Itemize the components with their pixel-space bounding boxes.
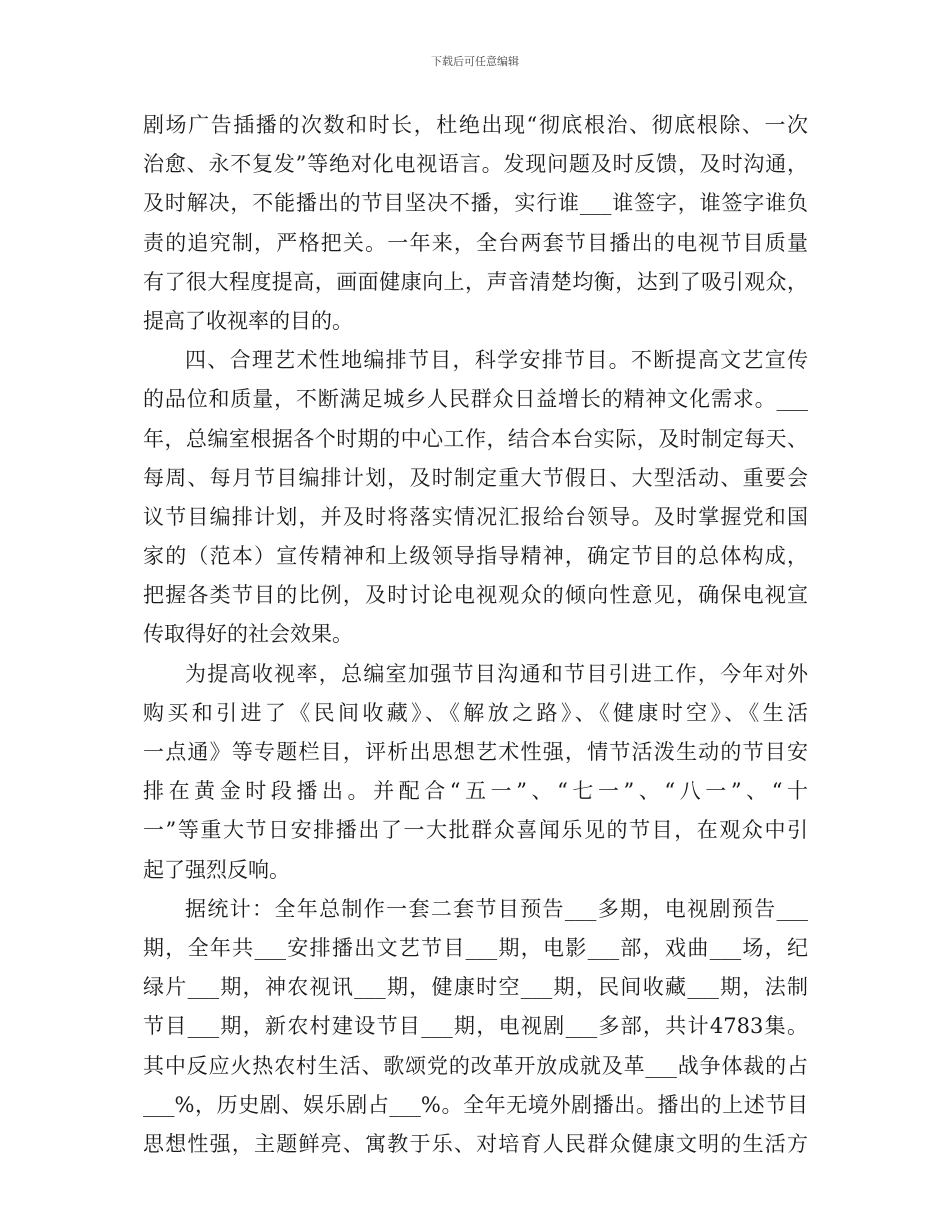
text-line: 一点通》等专题栏目，评析出思想艺术性强，情节活泼生动的节目安 <box>143 740 808 764</box>
text-line: 期，全年共___安排播出文艺节目___期，电影___部，戏曲___场，纪 <box>143 935 808 960</box>
text-line: 思想性强，主题鲜亮、寓教于乐、对培育人民群众健康文明的生活方 <box>143 1131 808 1156</box>
text-line: 议节目编排计划，并及时将落实情况汇报给台领导。及时掌握党和国 <box>143 504 808 529</box>
text-line: 起了强烈反响。 <box>143 857 290 882</box>
text-line: 治愈、永不复发”等绝对化电视语言。发现问题及时反馈，及时沟通， <box>143 152 808 177</box>
page-header: 下载后可任意编辑 <box>431 55 519 68</box>
paragraph-first-line: 为提高收视率，总编室加强节目沟通和节目引进工作，今年对外 <box>185 661 808 686</box>
text-line: 有了很大程度提高，画面健康向上，声音清楚均衡，达到了吸引观众， <box>143 269 808 294</box>
text-line: 的品位和质量，不断满足城乡人民群众日益增长的精神文化需求。___ <box>143 387 808 412</box>
paragraph-first-line: 据统计：全年总制作一套二套节目预告___多期，电视剧预告___ <box>185 896 808 921</box>
text-line: 购买和引进了《民间收藏》、《解放之路》、《健康时空》、《生活 <box>143 700 808 725</box>
text-line: 年，总编室根据各个时期的中心工作，结合本台实际，及时制定每天、 <box>143 426 808 451</box>
text-line: 责的追究制，严格把关。一年来，全台两套节目播出的电视节目质量 <box>143 230 808 255</box>
text-line: 把握各类节目的比例，及时讨论电视观众的倾向性意见，确保电视宣 <box>143 583 808 608</box>
text-line: 绿片___期，神农视讯___期，健康时空___期，民间收藏___期，法制 <box>143 975 808 1000</box>
text-line: 其中反应火热农村生活、歌颂党的改革开放成就及革___战争体裁的占 <box>143 1053 808 1078</box>
text-line: 传取得好的社会效果。 <box>143 622 353 647</box>
text-line: 及时解决，不能播出的节目坚决不播，实行谁___谁签字，谁签字谁负 <box>143 191 808 216</box>
text-line: 节目___期，新农村建设节目___期，电视剧___多部，共计4783集。 <box>143 1014 808 1039</box>
text-line: 家的（范本）宣传精神和上级领导指导精神，确定节目的总体构成， <box>143 544 808 569</box>
paragraph-first-line: 四、合理艺术性地编排节目，科学安排节目。不断提高文艺宣传 <box>185 348 808 373</box>
text-line: 每周、每月节目编排计划，及时制定重大节假日、大型活动、重要会 <box>143 465 808 490</box>
document-body <box>143 106 808 1164</box>
text-line: 排在黄金时段播出。并配合“五一”、“七一”、“八一”、“十 <box>143 779 808 804</box>
text-line: 提高了收视率的目的。 <box>143 308 353 333</box>
text-line: 剧场广告插播的次数和时长，杜绝出现“彻底根治、彻底根除、一次 <box>143 113 808 137</box>
text-line: ___%，历史剧、娱乐剧占___%。全年无境外剧播出。播出的上述节目 <box>143 1092 808 1117</box>
text-line: 一”等重大节日安排播出了一大批群众喜闻乐见的节目，在观众中引 <box>143 818 808 843</box>
